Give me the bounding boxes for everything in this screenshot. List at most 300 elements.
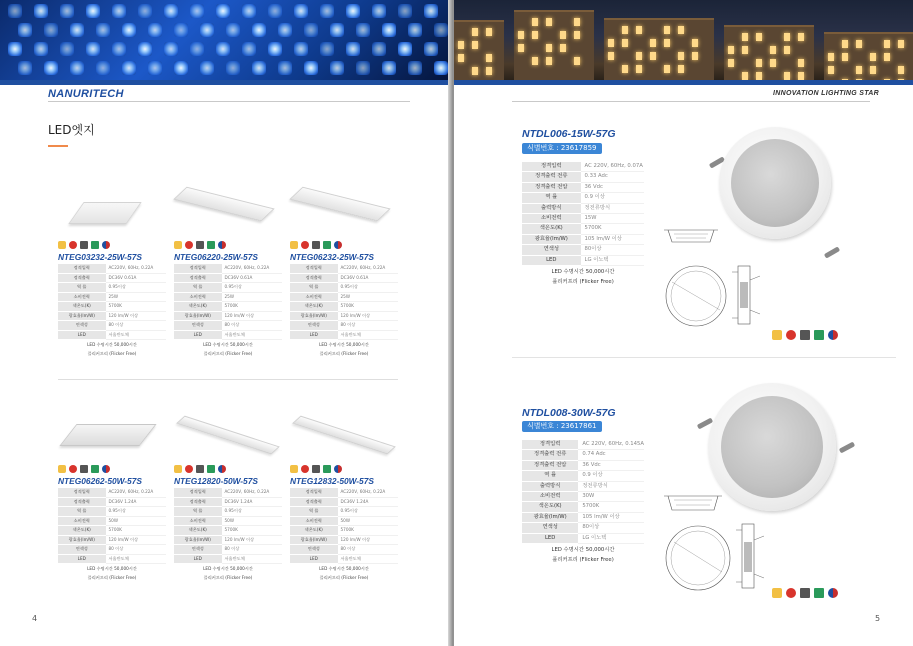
spec-row xyxy=(58,311,166,321)
spec-label: 정격출력 전압 xyxy=(522,182,581,192)
spec-value: 25W xyxy=(222,292,282,302)
spec-row xyxy=(58,526,166,536)
lit-window xyxy=(560,44,566,52)
spec-row xyxy=(290,321,398,331)
lit-window xyxy=(870,53,876,61)
led-chip xyxy=(174,23,188,37)
led-chip xyxy=(190,4,204,18)
lit-window xyxy=(898,66,904,74)
spec-row xyxy=(290,273,398,283)
catalog-page-left xyxy=(0,0,452,646)
lit-window xyxy=(784,72,790,80)
lit-window xyxy=(664,26,670,34)
spec-label: 정격출력 xyxy=(174,497,222,507)
spec-value: 50W xyxy=(106,516,166,526)
spec-row xyxy=(290,292,398,302)
spec-row xyxy=(290,526,398,536)
spec-value: 120 lm/W 이상 xyxy=(106,535,166,545)
spec-row xyxy=(174,292,282,302)
spec-value: 80이상 xyxy=(581,245,644,255)
spec-row xyxy=(522,460,644,470)
spec-row xyxy=(174,507,282,517)
spec-row xyxy=(58,507,166,517)
id-number-badge: 식별번호 : 23617859 xyxy=(522,143,602,154)
korea-taegeuk-icon xyxy=(334,465,342,473)
lit-window xyxy=(546,44,552,52)
led-chip xyxy=(164,42,178,56)
spec-label: LED xyxy=(522,533,578,543)
spec-row xyxy=(174,526,282,536)
spec-row xyxy=(174,545,282,555)
spec-value: 서울반도체 xyxy=(222,330,282,340)
lit-window xyxy=(678,26,684,34)
lit-window xyxy=(692,52,698,60)
product-model: NTEG12832-50W-57S xyxy=(290,476,374,486)
spec-row xyxy=(522,224,644,234)
lit-window xyxy=(856,66,862,74)
spec-table xyxy=(522,162,644,266)
brand-name: NANURITECH xyxy=(48,88,124,100)
spec-value: 120 lm/W 이상 xyxy=(222,535,282,545)
spec-row xyxy=(58,488,166,497)
spec-label: 색온도(K) xyxy=(58,526,106,536)
spec-value: AC 220V, 60Hz, 0.145A xyxy=(578,440,644,450)
led-chip xyxy=(138,4,152,18)
product-model: NTEG06262-50W-57S xyxy=(58,476,142,486)
high-efficiency-icon xyxy=(301,465,309,473)
lit-window xyxy=(678,52,684,60)
spec-value: 5700K xyxy=(578,502,644,512)
lit-window xyxy=(770,46,776,54)
led-chip xyxy=(268,42,282,56)
spec-value: 105 lm/W 이상 xyxy=(578,512,644,522)
lit-window xyxy=(742,72,748,80)
building-night-header-photo xyxy=(454,0,913,80)
spec-label: 광효율(lm/W) xyxy=(290,535,338,545)
led-chip xyxy=(200,23,214,37)
spec-label: 정격출력 xyxy=(174,273,222,283)
led-chip xyxy=(70,23,84,37)
spec-row xyxy=(522,523,644,533)
spec-label: 색온도(K) xyxy=(174,302,222,312)
spec-value: 서울반도체 xyxy=(222,554,282,564)
led-chip xyxy=(226,23,240,37)
spec-value: AC220V, 60Hz, 0.22A xyxy=(338,264,398,273)
led-chip xyxy=(372,4,386,18)
led-chip xyxy=(330,23,344,37)
spec-label: 광효율(lm/W) xyxy=(290,311,338,321)
led-chip xyxy=(398,4,412,18)
top-view-drawing xyxy=(662,262,774,334)
led-chip xyxy=(18,61,32,75)
lit-window xyxy=(636,52,642,60)
spec-label: 연색성 xyxy=(290,545,338,555)
lit-window xyxy=(622,39,628,47)
spec-value: 36 Vdc xyxy=(581,182,644,192)
spec-value: AC220V, 60Hz, 0.22A xyxy=(338,488,398,497)
spec-label: LED xyxy=(58,330,106,340)
spec-value: 25W xyxy=(106,292,166,302)
spec-flicker: 플리커프리 (Flicker Free) xyxy=(87,575,137,580)
led-chip xyxy=(34,4,48,18)
spec-value: 50W xyxy=(222,516,282,526)
spec-flicker: 플리커프리 (Flicker Free) xyxy=(203,351,253,356)
led-chip xyxy=(96,61,110,75)
high-efficiency-icon xyxy=(69,241,77,249)
green-energy-icon xyxy=(323,241,331,249)
section-title-accent xyxy=(48,145,68,147)
header-accent-bar xyxy=(0,80,452,85)
lit-window xyxy=(664,65,670,73)
green-energy-icon xyxy=(91,465,99,473)
spec-label: 광효율(lm/W) xyxy=(522,234,581,244)
spec-label: 정격입력 xyxy=(290,488,338,497)
lit-window xyxy=(650,52,656,60)
led-chip xyxy=(434,23,448,37)
spec-label: 정격입력 xyxy=(58,488,106,497)
ks-certification-icon xyxy=(290,465,298,473)
downlight-product-image xyxy=(719,127,831,239)
led-chip xyxy=(382,23,396,37)
spec-value: 80 이상 xyxy=(106,545,166,555)
certification-icons xyxy=(58,464,166,474)
spec-label: 연색성 xyxy=(174,545,222,555)
korea-taegeuk-icon xyxy=(218,241,226,249)
lit-window xyxy=(622,26,628,34)
spec-value: DC36V 0.61A xyxy=(338,273,398,283)
spec-flicker: 플리커프리 (Flicker Free) xyxy=(319,575,369,580)
spec-label: 역 률 xyxy=(174,283,222,293)
lit-window xyxy=(574,31,580,39)
led-chip xyxy=(112,4,126,18)
led-chip xyxy=(304,23,318,37)
led-chip xyxy=(86,42,100,56)
led-chip xyxy=(8,4,22,18)
lit-window xyxy=(770,59,776,67)
spec-value: LG 이노텍 xyxy=(581,255,644,265)
spec-value: 0.95이상 xyxy=(106,283,166,293)
spec-value: 80이상 xyxy=(578,523,644,533)
green-energy-icon xyxy=(91,241,99,249)
spec-row xyxy=(58,516,166,526)
spec-row xyxy=(290,264,398,273)
spec-label: 소비전력 xyxy=(58,516,106,526)
spec-label: 출력방식 xyxy=(522,203,581,213)
lit-window xyxy=(546,57,552,65)
korea-taegeuk-icon xyxy=(218,465,226,473)
spec-row xyxy=(522,533,644,543)
spec-label: LED xyxy=(290,330,338,340)
ks-certification-icon xyxy=(58,465,66,473)
spec-value: DC36V 0.61A xyxy=(106,273,166,283)
ks-certification-icon xyxy=(174,465,182,473)
spec-label: LED xyxy=(290,554,338,564)
spring-clip xyxy=(839,442,855,454)
lit-window xyxy=(518,31,524,39)
spec-row xyxy=(174,321,282,331)
certification-icons xyxy=(772,330,838,340)
led-chip xyxy=(268,4,282,18)
product-card xyxy=(58,410,166,582)
spec-label: 광효율(lm/W) xyxy=(522,512,578,522)
lit-window xyxy=(870,66,876,74)
spec-label: 출력방식 xyxy=(522,481,578,491)
led-chip xyxy=(278,23,292,37)
spec-row xyxy=(58,283,166,293)
product-card xyxy=(174,186,282,358)
spec-value: 5700K xyxy=(338,302,398,312)
spec-row xyxy=(522,162,644,172)
spec-row xyxy=(290,554,398,564)
building xyxy=(604,18,714,80)
ks-certification-icon xyxy=(772,330,782,340)
spec-value: 서울반도체 xyxy=(106,330,166,340)
led-chip xyxy=(304,61,318,75)
led-chip xyxy=(148,61,162,75)
spec-value: 서울반도체 xyxy=(338,330,398,340)
spec-value: 80 이상 xyxy=(106,321,166,331)
product-model: NTEG06220-25W-57S xyxy=(174,252,258,262)
spec-label: 정격입력 xyxy=(58,264,106,273)
spec-row xyxy=(522,502,644,512)
spec-value: 5700K xyxy=(222,526,282,536)
spec-value: 5700K xyxy=(338,526,398,536)
spec-value: 서울반도체 xyxy=(106,554,166,564)
product-image xyxy=(290,410,398,462)
spec-row xyxy=(58,545,166,555)
high-efficiency-icon xyxy=(69,465,77,473)
lit-window xyxy=(728,46,734,54)
spec-value: DC36V 1.24A xyxy=(338,497,398,507)
led-chip xyxy=(226,61,240,75)
kc-mark-icon xyxy=(800,330,810,340)
spec-flicker: 플리커프리 (Flicker Free) xyxy=(552,557,614,563)
spec-label: LED xyxy=(58,554,106,564)
spec-label: 정격출력 전류 xyxy=(522,172,581,182)
led-chip xyxy=(252,61,266,75)
header-rule xyxy=(512,101,870,102)
spec-label: LED xyxy=(174,330,222,340)
spec-label: 소비전력 xyxy=(290,292,338,302)
led-chip xyxy=(424,42,438,56)
spec-value: AC220V, 60Hz, 0.22A xyxy=(106,488,166,497)
led-chip xyxy=(346,42,360,56)
lit-window xyxy=(458,54,464,62)
page-number: 4 xyxy=(32,614,38,623)
spec-row xyxy=(290,283,398,293)
spec-value: 50W xyxy=(338,516,398,526)
spec-row xyxy=(290,516,398,526)
spec-label: 광효율(lm/W) xyxy=(174,311,222,321)
spec-row xyxy=(58,264,166,273)
side-view-drawing xyxy=(662,222,720,248)
spec-row xyxy=(290,507,398,517)
led-chip xyxy=(86,4,100,18)
led-chip xyxy=(408,61,422,75)
spec-lifetime: LED 수명시간 50,000시간 xyxy=(87,566,137,571)
lit-window xyxy=(574,57,580,65)
spec-value: 105 lm/W 이상 xyxy=(581,234,644,244)
lit-window xyxy=(828,66,834,74)
spec-value: 5700K xyxy=(106,526,166,536)
spec-value: 120 lm/W 이상 xyxy=(338,311,398,321)
spec-flicker: 플리커프리 (Flicker Free) xyxy=(552,279,614,285)
spec-value: 120 lm/W 이상 xyxy=(106,311,166,321)
led-chip xyxy=(252,23,266,37)
spec-value: 0.9 이상 xyxy=(581,193,644,203)
spec-label: 역 률 xyxy=(290,283,338,293)
spec-row xyxy=(522,481,644,491)
spec-value: DC36V 0.61A xyxy=(222,273,282,283)
section-title: LED엣지 xyxy=(48,123,95,137)
spec-label: 정격입력 xyxy=(290,264,338,273)
ks-certification-icon xyxy=(772,588,782,598)
spec-row xyxy=(174,554,282,564)
lit-window xyxy=(532,31,538,39)
green-energy-icon xyxy=(814,330,824,340)
lit-window xyxy=(486,54,492,62)
led-chip xyxy=(320,42,334,56)
lit-window xyxy=(472,41,478,49)
spec-value: 15W xyxy=(581,214,644,224)
spec-row xyxy=(58,535,166,545)
certification-icons xyxy=(58,240,166,250)
korea-taegeuk-icon xyxy=(828,330,838,340)
product-card xyxy=(290,410,398,582)
product-separator xyxy=(512,357,896,358)
lit-window xyxy=(546,18,552,26)
lit-window xyxy=(898,40,904,48)
spec-row xyxy=(290,330,398,340)
korea-taegeuk-icon xyxy=(102,241,110,249)
spec-value: 5700K xyxy=(222,302,282,312)
spec-value: 80 이상 xyxy=(338,545,398,555)
lit-window xyxy=(798,72,804,80)
top-view-drawing xyxy=(662,520,780,596)
led-chip xyxy=(96,23,110,37)
spec-row xyxy=(58,554,166,564)
page-number: 5 xyxy=(875,614,881,623)
spec-value: AC220V, 60Hz, 0.22A xyxy=(106,264,166,273)
certification-icons xyxy=(290,240,398,250)
spec-label: 정격출력 전압 xyxy=(522,460,578,470)
lit-window xyxy=(692,39,698,47)
led-chip xyxy=(138,42,152,56)
spec-row xyxy=(522,245,644,255)
led-chip xyxy=(372,42,386,56)
led-chip xyxy=(294,4,308,18)
spec-value: 5700K xyxy=(106,302,166,312)
spec-label: 역 률 xyxy=(174,507,222,517)
spec-value: 36 Vdc xyxy=(578,460,644,470)
high-efficiency-icon xyxy=(786,330,796,340)
led-chip xyxy=(200,61,214,75)
spec-row xyxy=(522,182,644,192)
spec-label: 역 률 xyxy=(58,507,106,517)
ks-certification-icon xyxy=(174,241,182,249)
lit-window xyxy=(756,59,762,67)
lit-window xyxy=(884,40,890,48)
led-chip xyxy=(382,61,396,75)
spec-row xyxy=(522,492,644,502)
led-chip xyxy=(44,61,58,75)
led-chip xyxy=(8,42,22,56)
green-energy-icon xyxy=(323,465,331,473)
product-model: NTEG12820-50W-57S xyxy=(174,476,258,486)
spec-value: AC 220V, 60Hz, 0.07A xyxy=(581,162,644,172)
spec-row xyxy=(58,321,166,331)
spec-row xyxy=(174,488,282,497)
spec-label: 정격출력 전류 xyxy=(522,450,578,460)
spec-value: 25W xyxy=(338,292,398,302)
header-accent-bar xyxy=(454,80,913,85)
led-chip xyxy=(320,4,334,18)
spec-value: 0.95이상 xyxy=(222,507,282,517)
kc-mark-icon xyxy=(80,241,88,249)
spec-label: 소비전력 xyxy=(522,214,581,224)
spec-row xyxy=(58,292,166,302)
led-chip xyxy=(346,4,360,18)
led-chip xyxy=(330,61,344,75)
kc-mark-icon xyxy=(80,465,88,473)
lit-window xyxy=(798,33,804,41)
spec-flicker: 플리커프리 (Flicker Free) xyxy=(203,575,253,580)
spec-value: 0.95이상 xyxy=(222,283,282,293)
led-chip xyxy=(44,23,58,37)
led-module-header-photo xyxy=(0,0,452,80)
lit-window xyxy=(884,53,890,61)
certification-icons xyxy=(174,240,282,250)
lit-window xyxy=(742,33,748,41)
spec-row xyxy=(522,450,644,460)
spec-value: 정전류방식 xyxy=(578,481,644,491)
spec-table xyxy=(174,488,282,564)
led-chip xyxy=(34,42,48,56)
spec-value: DC36V 1.24A xyxy=(106,497,166,507)
id-number-badge: 식별번호 : 23617861 xyxy=(522,421,602,432)
spec-row xyxy=(522,193,644,203)
product-image xyxy=(174,186,282,238)
spec-row xyxy=(522,440,644,450)
ks-certification-icon xyxy=(58,241,66,249)
kc-mark-icon xyxy=(196,465,204,473)
certification-icons xyxy=(290,464,398,474)
spec-label: 정격출력 xyxy=(290,497,338,507)
spec-label: 색온도(K) xyxy=(290,302,338,312)
spec-row xyxy=(522,512,644,522)
led-chip xyxy=(356,61,370,75)
spec-label: 역 률 xyxy=(290,507,338,517)
led-chip xyxy=(294,42,308,56)
spec-row xyxy=(174,535,282,545)
korea-taegeuk-icon xyxy=(102,465,110,473)
led-chip xyxy=(122,23,136,37)
spec-row xyxy=(58,497,166,507)
lit-window xyxy=(472,67,478,75)
kc-mark-icon xyxy=(312,241,320,249)
spec-label: 연색성 xyxy=(522,245,581,255)
spec-flicker: 플리커프리 (Flicker Free) xyxy=(319,351,369,356)
spec-row xyxy=(174,283,282,293)
green-energy-icon xyxy=(207,465,215,473)
spec-label: 정격입력 xyxy=(522,162,581,172)
spec-value: AC220V, 60Hz, 0.22A xyxy=(222,264,282,273)
spec-row xyxy=(174,330,282,340)
lit-window xyxy=(608,39,614,47)
led-chip xyxy=(408,23,422,37)
led-chip xyxy=(18,23,32,37)
lit-window xyxy=(472,28,478,36)
